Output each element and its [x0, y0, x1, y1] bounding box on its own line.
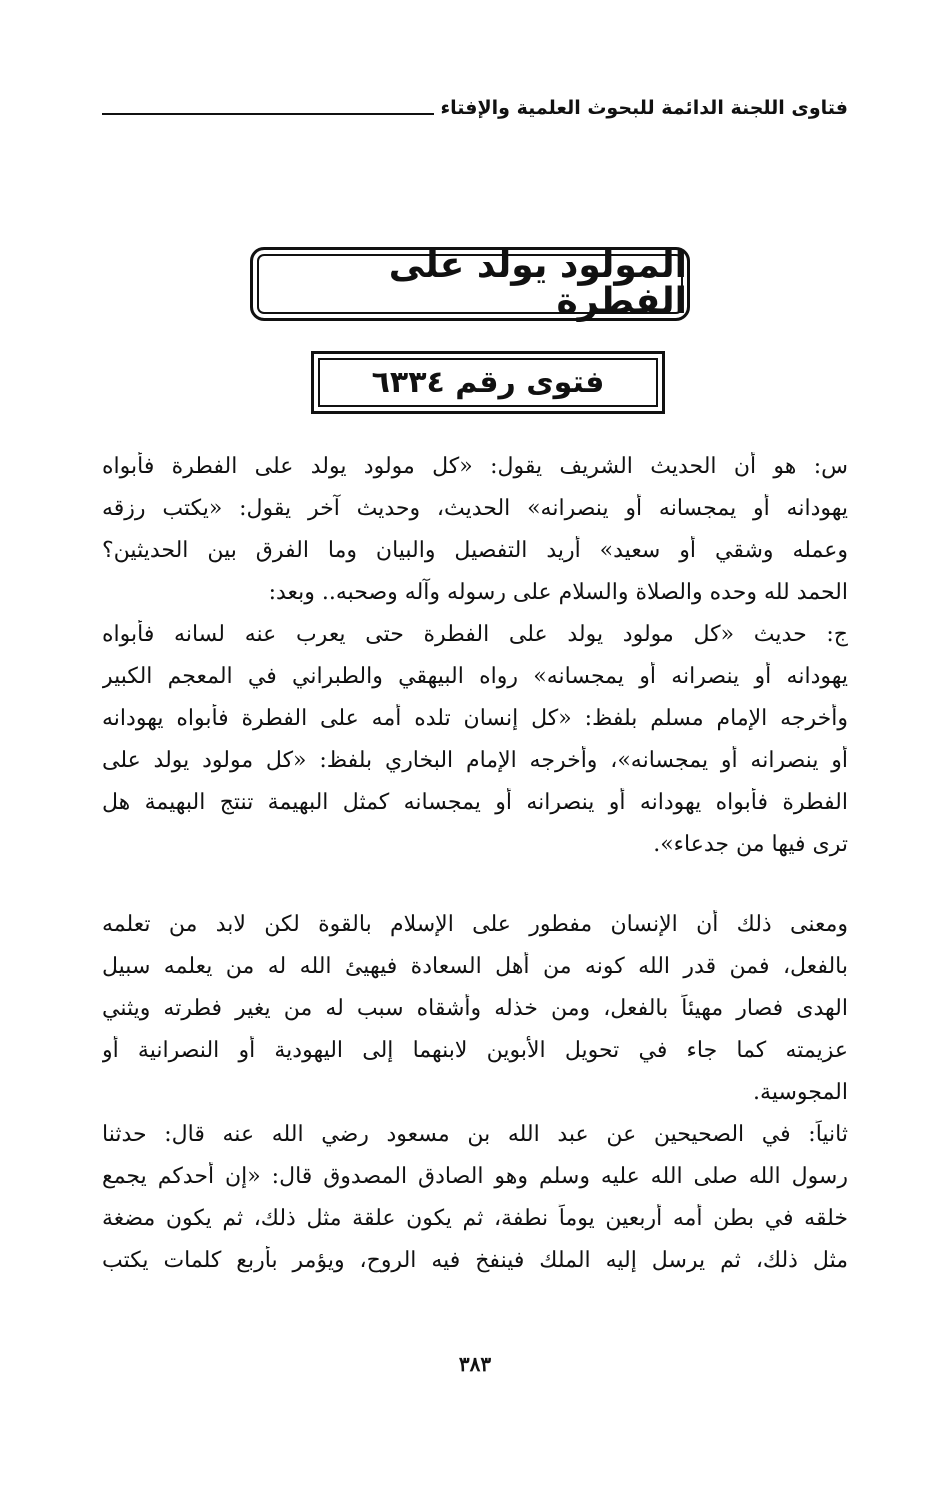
body-line: س: هو أن الحديث الشريف يقول: «كل مولود يولد على الفطرة فأبواه: [102, 454, 848, 479]
body-line: رسول الله صلى الله عليه وسلم وهو الصادق المصدوق قال: «إن أحدكم يجمع: [102, 1164, 848, 1189]
body-line: ومعنى ذلك أن الإنسان مفطور على الإسلام بالقوة لكن لابد من تعلمه: [102, 912, 848, 937]
body-line: ترى فيها من جدعاء».: [653, 832, 848, 857]
page-number: ٣٨٣: [458, 1352, 492, 1376]
body-line: وأخرجه الإمام مسلم بلفظ: «كل إنسان تلده أمه على الفطرة فأبواه يهودانه: [102, 706, 848, 731]
body-line: عزيمته كما جاء في تحويل الأبوين لابنهما إلى اليهودية أو النصرانية أو: [102, 1038, 848, 1063]
body-line: يهودانه أو ينصرانه أو يمجسانه» رواه البيهقي والطبراني في المعجم الكبير: [102, 664, 848, 689]
header-rule: [102, 113, 434, 115]
title-frame: [250, 247, 690, 321]
fatwa-title: المولود يولد على الفطرة: [388, 245, 687, 322]
body-line: بالفعل، فمن قدر الله كونه من أهل السعادة فيهيئ الله له من يعلمه سبيل: [102, 954, 848, 979]
body-line: الحمد لله وحده والصلاة والسلام على رسوله وآله وصحبه.. وبعد:: [268, 580, 848, 605]
body-line: الفطرة فأبواه يهودانه أو ينصرانه أو يمجسانه كمثل البهيمة تنتج البهيمة هل: [102, 790, 848, 815]
body-line: مثل ذلك، ثم يرسل إليه الملك فينفخ فيه الروح، ويؤمر بأربع كلمات يكتب: [102, 1248, 848, 1273]
fatwa-number: فتوى رقم ٦٣٣٤: [371, 364, 605, 400]
body-line: المجوسية.: [753, 1080, 848, 1105]
body-line: الهدى فصار مهيئاً بالفعل، ومن خذله وأشقاه سبب له من يغير فطرته ويثني: [102, 996, 848, 1021]
body-line: ج: حديث «كل مولود يولد على الفطرة حتى يعرب عنه لسانه فأبواه: [102, 622, 848, 647]
running-header: [102, 88, 848, 118]
body-line: أو ينصرانه أو يمجسانه»، وأخرجه الإمام البخاري بلفظ: «كل مولود يولد على: [102, 748, 848, 773]
body-line: ثانياً: في الصحيحين عن عبد الله بن مسعود رضي الله عنه قال: حدثنا: [102, 1122, 848, 1147]
fatwa-number-frame: [311, 351, 665, 414]
body-line: خلقه في بطن أمه أربعين يوماً نطفة، ثم يكون علقة مثل ذلك، ثم يكون مضغة: [102, 1206, 848, 1231]
body-line: وعمله وشقي أو سعيد» أريد التفصيل والبيان وما الفرق بين الحديثين؟: [102, 538, 848, 563]
body-line: يهودانه أو يمجسانه أو ينصرانه» الحديث، وحديث آخر يقول: «يكتب رزقه: [102, 496, 848, 521]
running-header-text: فتاوى اللجنة الدائمة للبحوث العلمية والإفتاء: [440, 97, 848, 119]
